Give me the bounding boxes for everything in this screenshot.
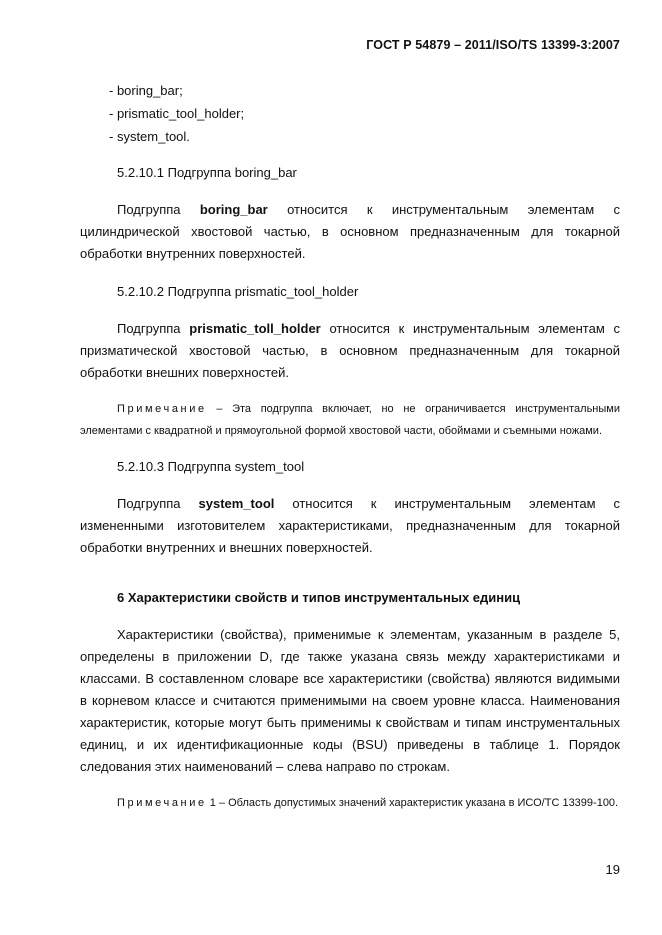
note-section-6: [80, 792, 620, 814]
note-label: Примечание: [117, 403, 207, 415]
subsection-paragraph-5-2-10-2: [80, 318, 620, 384]
note-5-2-10-2: [80, 398, 620, 442]
term-boring-bar: boring_bar: [199, 202, 268, 217]
page-content: [80, 80, 620, 814]
list-item: - prismatic_tool_holder;: [109, 106, 245, 121]
note-text: – Эта подгруппа включает, но не ограничивается инструментальными элементами с квадратной и прямоугольной формой хвостовой части, обоймами и съемными ножами.: [80, 403, 620, 437]
subsection-heading-5-2-10-1: 5.2.10.1 Подгруппа boring_bar: [117, 165, 297, 180]
subsection-paragraph-5-2-10-3: [80, 493, 620, 559]
term-system-tool: system_tool: [198, 496, 275, 511]
page-number: 19: [605, 862, 620, 877]
paragraph-text: относится к инструментальным элементам с призматической хвостовой частью, в основном предназначенным для токарной обработки внешних поверхностей.: [80, 321, 621, 380]
subsection-heading-5-2-10-3: 5.2.10.3 Подгруппа system_tool: [117, 459, 305, 474]
paragraph-text: относится к инструментальным элементам с измененными изготовителем характеристиками, предназначенным для токарной обработки внутренних и внешних поверхностей.: [80, 496, 621, 555]
document-header: ГОСТ Р 54879 – 2011/ISO/TS 13399-3:2007: [366, 38, 620, 52]
paragraph-text: относится к инструментальным элементам с цилиндрической хвостовой частью, в основном предназначенным для токарной обработки внутренних поверхностей.: [80, 202, 621, 261]
note-label: Примечание: [117, 797, 207, 809]
section-title-6: 6 Характеристики свойств и типов инструментальных единиц: [117, 590, 521, 605]
term-prismatic-toll-holder: prismatic_toll_holder: [189, 321, 321, 336]
list-item: - boring_bar;: [109, 83, 183, 98]
paragraph-lead: Подгруппа: [117, 496, 199, 511]
note-text: 1 – Область допустимых значений характеристик указана в ИСО/ТС 13399-100.: [206, 797, 619, 809]
paragraph-lead: Подгруппа: [117, 321, 190, 336]
subgroup-list: [80, 80, 620, 149]
list-item: - system_tool.: [109, 129, 190, 144]
paragraph-lead: Подгруппа: [117, 202, 200, 217]
section-6-paragraph: Характеристики (свойства), применимые к элементам, указанным в разделе 5, определены в приложении D, где также указана связь между характеристиками и классами. В составленном словаре все характеристики (свойства) являются видимыми в корневом классе и считаются применимыми на своем уровне класса. Наименования характеристик, которые могут быть применимы к свойствам и типам инструментальных единиц, и их идентификационные коды (BSU) приведены в таблице 1. Порядок следования этих наименований – слева направо по строкам.: [80, 627, 620, 774]
subsection-heading-5-2-10-2: 5.2.10.2 Подгруппа prismatic_tool_holder: [117, 284, 359, 299]
subsection-paragraph-5-2-10-1: [80, 199, 620, 265]
